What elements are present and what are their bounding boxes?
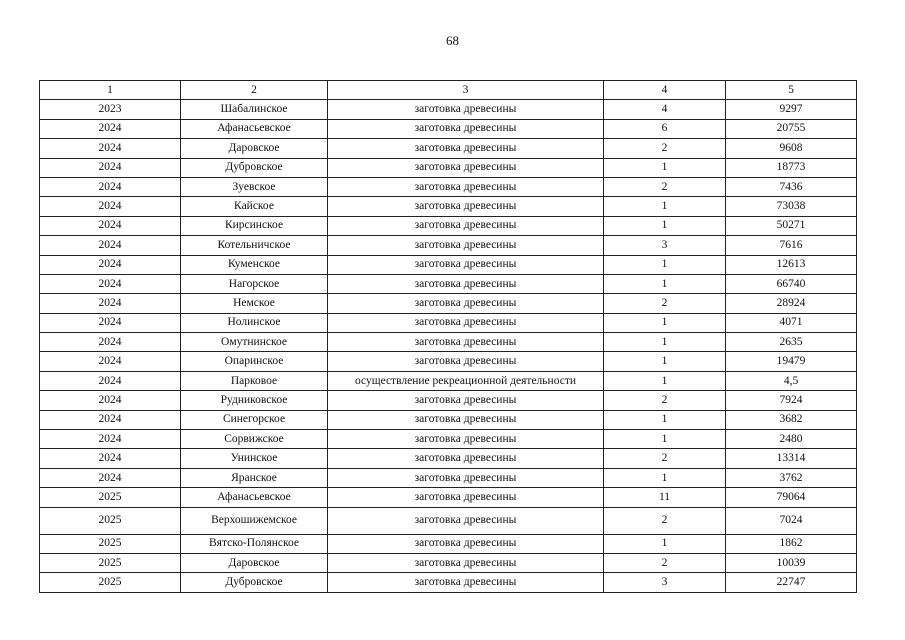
usage-type-cell: заготовка древесины [328,410,604,429]
area-cell: 7924 [726,391,857,410]
area-cell: 50271 [726,216,857,235]
forestry-cell: Верхошижемское [181,507,328,534]
usage-type-cell: заготовка древесины [328,274,604,293]
forestry-cell: Рудниковское [181,391,328,410]
area-cell: 1862 [726,534,857,553]
year-cell: 2024 [40,216,181,235]
column-header: 1 [40,81,181,100]
count-cell: 3 [604,236,726,255]
usage-type-cell: заготовка древесины [328,573,604,592]
usage-type-cell: заготовка древесины [328,553,604,572]
forestry-cell: Кирсинское [181,216,328,235]
year-cell: 2024 [40,313,181,332]
count-cell: 6 [604,119,726,138]
forestry-cell: Зуевское [181,177,328,196]
year-cell: 2024 [40,430,181,449]
forestry-cell: Сорвижское [181,430,328,449]
count-cell: 2 [604,507,726,534]
count-cell: 1 [604,468,726,487]
forestry-cell: Парковое [181,371,328,390]
usage-type-cell: заготовка древесины [328,255,604,274]
area-cell: 7024 [726,507,857,534]
area-cell: 4,5 [726,371,857,390]
count-cell: 1 [604,158,726,177]
table-row [40,391,857,410]
table-row [40,119,857,138]
year-cell: 2024 [40,468,181,487]
year-cell: 2024 [40,255,181,274]
forestry-cell: Синегорское [181,410,328,429]
count-cell: 1 [604,313,726,332]
year-cell: 2025 [40,534,181,553]
year-cell: 2023 [40,100,181,119]
usage-type-cell: заготовка древесины [328,236,604,255]
usage-type-cell: заготовка древесины [328,313,604,332]
column-header: 3 [328,81,604,100]
year-cell: 2025 [40,507,181,534]
usage-type-cell: заготовка древесины [328,391,604,410]
count-cell: 1 [604,371,726,390]
area-cell: 2635 [726,333,857,352]
forestry-cell: Шабалинское [181,100,328,119]
forestry-cell: Вятско-Полянское [181,534,328,553]
year-cell: 2025 [40,553,181,572]
table-row [40,553,857,572]
table-row [40,139,857,158]
usage-type-cell: заготовка древесины [328,216,604,235]
count-cell: 3 [604,573,726,592]
table-row [40,449,857,468]
count-cell: 1 [604,534,726,553]
forestry-cell: Афанасьевское [181,488,328,507]
forestry-cell: Даровское [181,553,328,572]
area-cell: 3762 [726,468,857,487]
table-row [40,197,857,216]
forestry-cell: Унинское [181,449,328,468]
usage-type-cell: заготовка древесины [328,352,604,371]
table-row [40,313,857,332]
column-header: 4 [604,81,726,100]
page-number: 68 [446,33,459,48]
forestry-cell: Нагорское [181,274,328,293]
count-cell: 1 [604,274,726,293]
area-cell: 7616 [726,236,857,255]
year-cell: 2024 [40,352,181,371]
usage-type-cell: заготовка древесины [328,430,604,449]
count-cell: 2 [604,553,726,572]
forestry-cell: Дубровское [181,158,328,177]
count-cell: 1 [604,352,726,371]
year-cell: 2024 [40,197,181,216]
area-cell: 18773 [726,158,857,177]
table-row [40,573,857,592]
column-header: 2 [181,81,328,100]
count-cell: 1 [604,333,726,352]
count-cell: 2 [604,139,726,158]
count-cell: 2 [604,449,726,468]
count-cell: 1 [604,410,726,429]
year-cell: 2024 [40,391,181,410]
table-row [40,333,857,352]
usage-type-cell: заготовка древесины [328,468,604,487]
forestry-cell: Дубровское [181,573,328,592]
year-cell: 2025 [40,488,181,507]
area-cell: 73038 [726,197,857,216]
usage-type-cell: заготовка древесины [328,534,604,553]
area-cell: 3682 [726,410,857,429]
forestry-cell: Опаринское [181,352,328,371]
count-cell: 2 [604,177,726,196]
area-cell: 9297 [726,100,857,119]
forest-lease-table [39,80,857,593]
year-cell: 2025 [40,573,181,592]
table-row [40,100,857,119]
forestry-cell: Куменское [181,255,328,274]
table-row [40,534,857,553]
area-cell: 19479 [726,352,857,371]
area-cell: 13314 [726,449,857,468]
year-cell: 2024 [40,294,181,313]
count-cell: 11 [604,488,726,507]
count-cell: 2 [604,294,726,313]
area-cell: 66740 [726,274,857,293]
area-cell: 22747 [726,573,857,592]
table-row [40,371,857,390]
area-cell: 28924 [726,294,857,313]
year-cell: 2024 [40,236,181,255]
year-cell: 2024 [40,119,181,138]
area-cell: 10039 [726,553,857,572]
table-row [40,294,857,313]
table-row [40,507,857,534]
usage-type-cell: заготовка древесины [328,139,604,158]
forestry-cell: Кайское [181,197,328,216]
table-row [40,255,857,274]
count-cell: 4 [604,100,726,119]
table-row [40,468,857,487]
forestry-cell: Омутнинское [181,333,328,352]
area-cell: 2480 [726,430,857,449]
count-cell: 1 [604,216,726,235]
area-cell: 20755 [726,119,857,138]
table-row [40,274,857,293]
forestry-cell: Немское [181,294,328,313]
area-cell: 9608 [726,139,857,158]
count-cell: 1 [604,197,726,216]
year-cell: 2024 [40,449,181,468]
year-cell: 2024 [40,333,181,352]
usage-type-cell: заготовка древесины [328,119,604,138]
table-row [40,158,857,177]
forestry-cell: Афанасьевское [181,119,328,138]
count-cell: 2 [604,391,726,410]
table-row [40,177,857,196]
table-row [40,216,857,235]
usage-type-cell: заготовка древесины [328,158,604,177]
area-cell: 79064 [726,488,857,507]
area-cell: 12613 [726,255,857,274]
usage-type-cell: заготовка древесины [328,177,604,196]
table-row [40,410,857,429]
usage-type-cell: заготовка древесины [328,197,604,216]
year-cell: 2024 [40,274,181,293]
usage-type-cell: заготовка древесины [328,294,604,313]
usage-type-cell: заготовка древесины [328,507,604,534]
column-header: 5 [726,81,857,100]
usage-type-cell: осуществление рекреационной деятельности [328,371,604,390]
table-row [40,352,857,371]
usage-type-cell: заготовка древесины [328,333,604,352]
usage-type-cell: заготовка древесины [328,488,604,507]
table-row [40,430,857,449]
forestry-cell: Котельничское [181,236,328,255]
usage-type-cell: заготовка древесины [328,100,604,119]
forestry-cell: Даровское [181,139,328,158]
area-cell: 7436 [726,177,857,196]
count-cell: 1 [604,255,726,274]
forestry-cell: Яранское [181,468,328,487]
forestry-cell: Нолинское [181,313,328,332]
table-row [40,488,857,507]
year-cell: 2024 [40,177,181,196]
area-cell: 4071 [726,313,857,332]
table-header-row [40,81,857,100]
table-row [40,236,857,255]
usage-type-cell: заготовка древесины [328,449,604,468]
count-cell: 1 [604,430,726,449]
year-cell: 2024 [40,371,181,390]
year-cell: 2024 [40,158,181,177]
year-cell: 2024 [40,139,181,158]
year-cell: 2024 [40,410,181,429]
